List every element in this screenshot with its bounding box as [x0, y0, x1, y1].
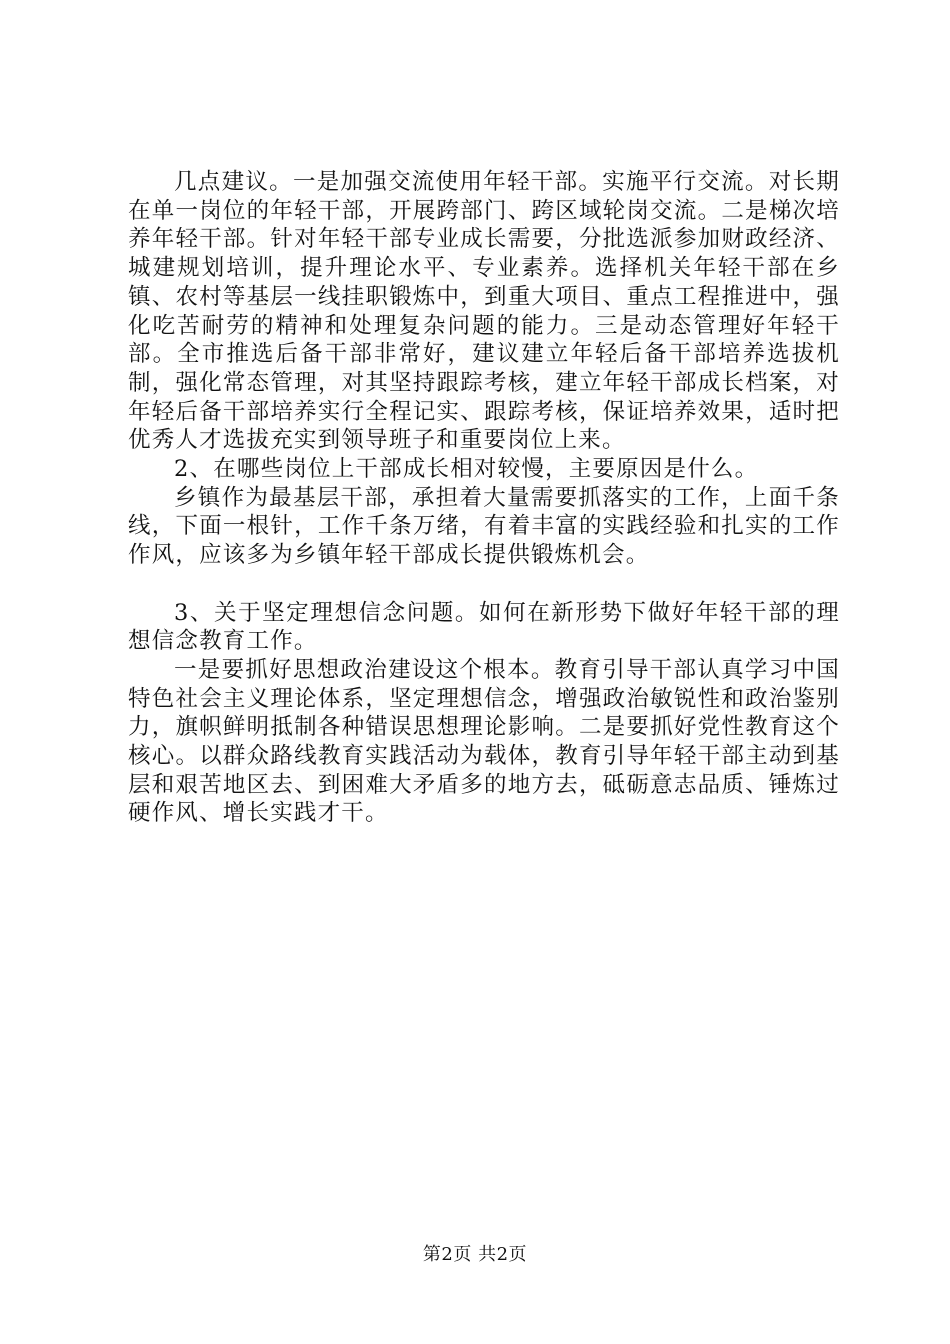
paragraph-answer-3: 一是要抓好思想政治建设这个根本。教育引导干部认真学习中国特色社会主义理论体系，坚定理想信念，增强政治敏锐性和政治鉴别力，旗帜鲜明抵制各种错误思想理论影响。二是要抓好党性教育这个核心。以群众路线教育实践活动为载体，教育引导年轻干部主动到基层和艰苦地区去、到困难大矛盾多的地方去，砥砺意志品质、锤炼过硬作风、增长实践才干。	[128, 656, 840, 827]
paragraph-question-2: 2、在哪些岗位上干部成长相对较慢，主要原因是什么。	[174, 456, 759, 483]
document-body	[128, 168, 840, 828]
paragraph-answer-2: 乡镇作为最基层干部，承担着大量需要抓落实的工作，上面千条线，下面一根针，工作千条万绪，有着丰富的实践经验和扎实的工作作风，应该多为乡镇年轻干部成长提供锻炼机会。	[128, 484, 840, 569]
page-number-footer: 第2页 共2页	[422, 1244, 528, 1265]
paragraph-suggestions: 几点建议。一是加强交流使用年轻干部。实施平行交流。对长期在单一岗位的年轻干部，开展跨部门、跨区域轮岗交流。二是梯次培养年轻干部。针对年轻干部专业成长需要，分批选派参加财政经济、城建规划培训，提升理论水平、专业素养。选择机关年轻干部在乡镇、农村等基层一线挂职锻炼中，到重大项目、重点工程推进中，强化吃苦耐劳的精神和处理复杂问题的能力。三是动态管理好年轻干部。全市推选后备干部非常好，建议建立年轻后备干部培养选拔机制，强化常态管理，对其坚持跟踪考核，建立年轻干部成长档案，对年轻后备干部培养实行全程记实、跟踪考核，保证培养效果，适时把优秀人才选拔充实到领导班子和重要岗位上来。	[128, 169, 840, 454]
paragraph-spacer	[128, 570, 840, 599]
paragraph-question-3: 3、关于坚定理想信念问题。如何在新形势下做好年轻干部的理想信念教育工作。	[128, 599, 840, 655]
